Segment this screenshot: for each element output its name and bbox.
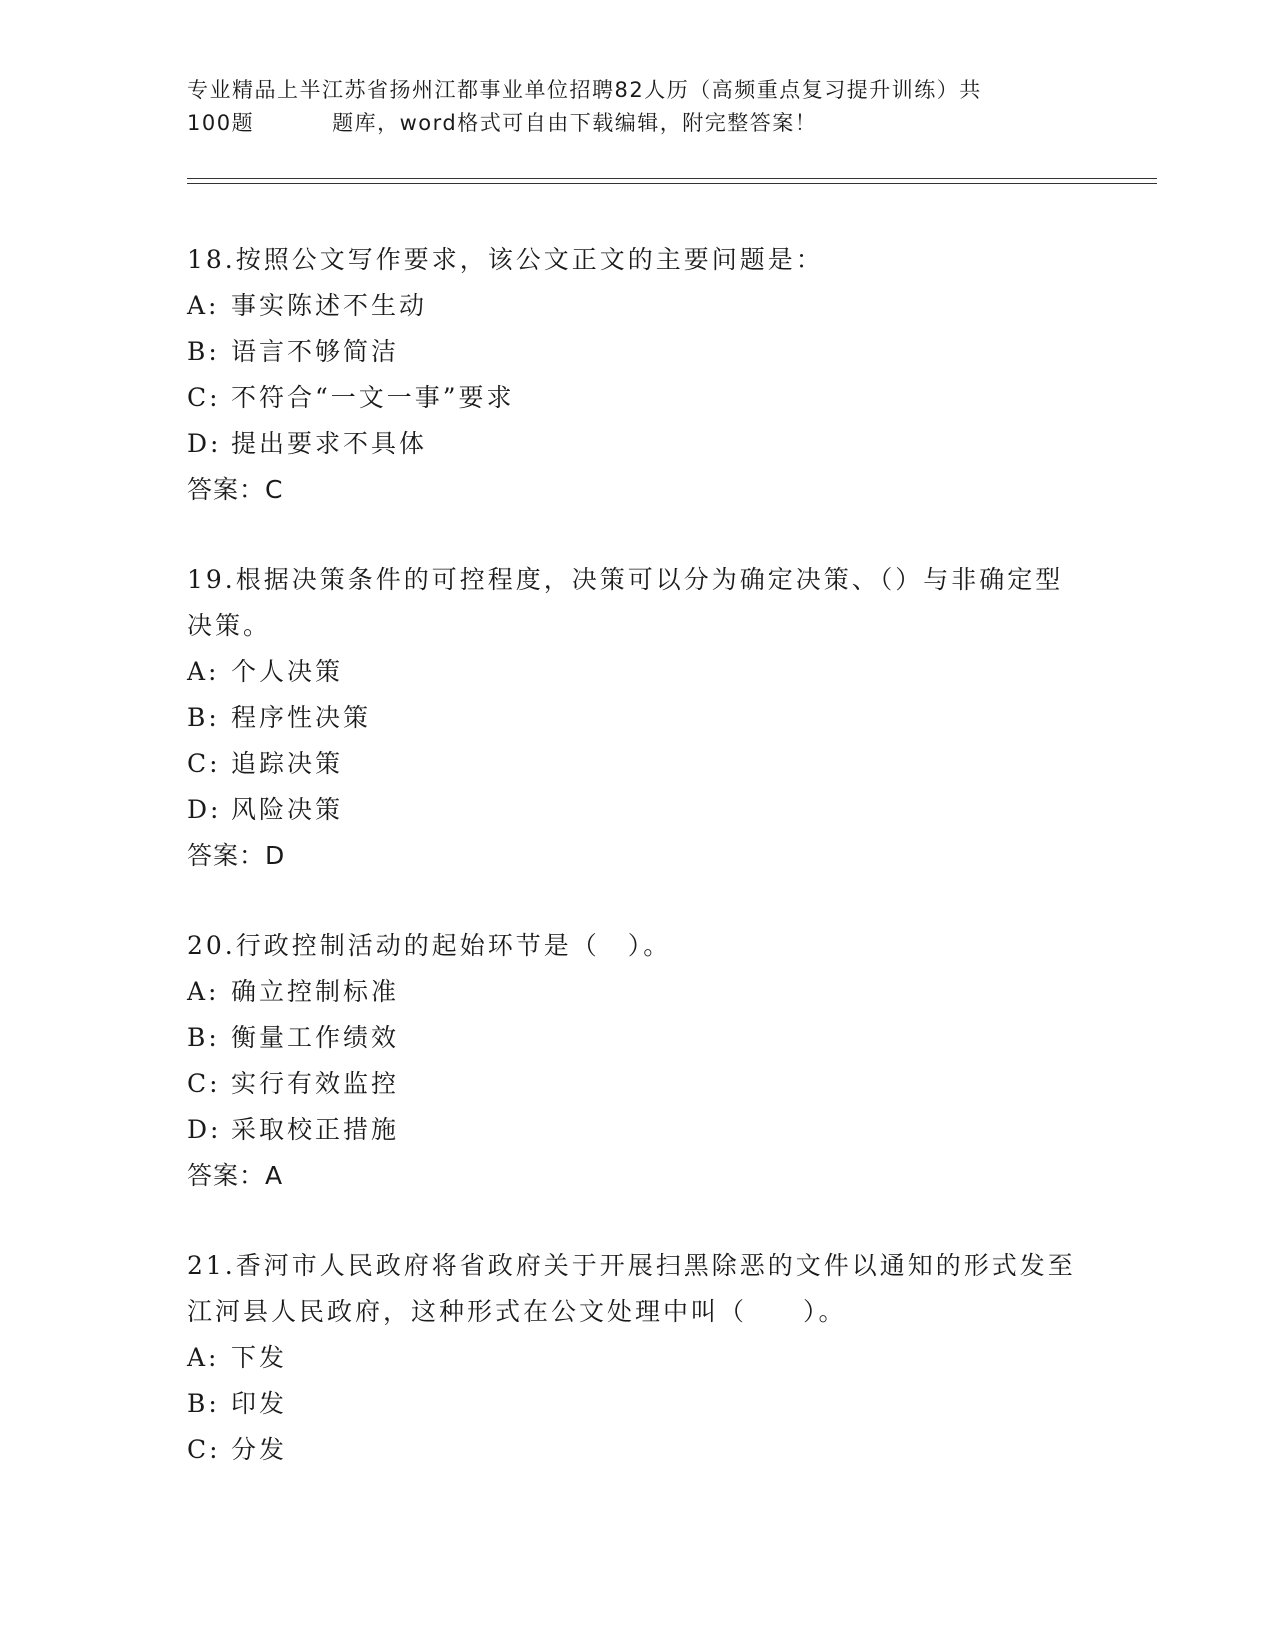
option-letter: C: [187, 1069, 221, 1098]
option-letter: A: [187, 291, 220, 320]
option-b [187, 1015, 1087, 1061]
option-text: 风险决策 [231, 795, 344, 824]
option-letter: B: [187, 1023, 220, 1052]
question-list [187, 237, 1087, 1517]
document-header [187, 74, 1087, 140]
option-b [187, 695, 1087, 741]
option-letter: D: [187, 1115, 222, 1144]
option-text: 不符合“一文一事”要求 [231, 383, 515, 412]
header-line-1: 专业精品上半江苏省扬州江都事业单位招聘82人历（高频重点复习提升训练）共 [187, 78, 982, 102]
header-description: 题库，word格式可自由下载编辑，附完整答案！ [332, 111, 818, 135]
answer-line: 答案：C [187, 475, 284, 504]
question-stem: 19.根据决策条件的可控程度，决策可以分为确定决策、（）与非确定型决策。 [187, 565, 1064, 640]
header-line-2 [187, 107, 1087, 140]
option-text: 下发 [231, 1343, 288, 1372]
option-letter: B: [187, 337, 220, 366]
option-d [187, 1107, 1087, 1153]
question-20 [187, 923, 1087, 1199]
option-a [187, 649, 1087, 695]
header-divider-top [187, 178, 1157, 179]
option-text: 采取校正措施 [231, 1115, 400, 1144]
answer-line: 答案：A [187, 1161, 284, 1190]
option-letter: C: [187, 1435, 221, 1464]
option-text: 实行有效监控 [231, 1069, 400, 1098]
option-text: 提出要求不具体 [231, 429, 428, 458]
header-count: 100题 [187, 111, 255, 135]
option-d [187, 421, 1087, 467]
option-text: 确立控制标准 [231, 977, 400, 1006]
option-text: 追踪决策 [231, 749, 344, 778]
option-text: 事实陈述不生动 [231, 291, 428, 320]
option-c [187, 1427, 1087, 1473]
answer-line: 答案：D [187, 841, 286, 870]
option-text: 印发 [231, 1389, 288, 1418]
question-stem: 20.行政控制活动的起始环节是（ ）。 [187, 931, 672, 960]
option-letter: B: [187, 703, 220, 732]
question-21 [187, 1243, 1087, 1473]
option-c [187, 1061, 1087, 1107]
option-text: 个人决策 [231, 657, 344, 686]
option-d [187, 787, 1087, 833]
option-b [187, 1381, 1087, 1427]
option-a [187, 1335, 1087, 1381]
option-a [187, 283, 1087, 329]
option-letter: A: [187, 1343, 220, 1372]
question-18 [187, 237, 1087, 513]
option-c [187, 741, 1087, 787]
option-text: 语言不够简洁 [231, 337, 400, 366]
question-19 [187, 557, 1087, 879]
option-letter: D: [187, 795, 222, 824]
option-letter: A: [187, 977, 220, 1006]
option-text: 程序性决策 [231, 703, 372, 732]
option-letter: B: [187, 1389, 220, 1418]
option-text: 分发 [231, 1435, 288, 1464]
question-stem: 21.香河市人民政府将省政府关于开展扫黑除恶的文件以通知的形式发至江河县人民政府，这种形式在公文处理中叫（ ）。 [187, 1251, 1076, 1326]
option-letter: D: [187, 429, 222, 458]
question-stem: 18.按照公文写作要求，该公文正文的主要问题是： [187, 245, 824, 274]
option-letter: C: [187, 749, 221, 778]
header-divider-bottom [187, 183, 1157, 184]
option-letter: A: [187, 657, 220, 686]
option-c [187, 375, 1087, 421]
option-letter: C: [187, 383, 221, 412]
option-a [187, 969, 1087, 1015]
option-b [187, 329, 1087, 375]
option-text: 衡量工作绩效 [231, 1023, 400, 1052]
